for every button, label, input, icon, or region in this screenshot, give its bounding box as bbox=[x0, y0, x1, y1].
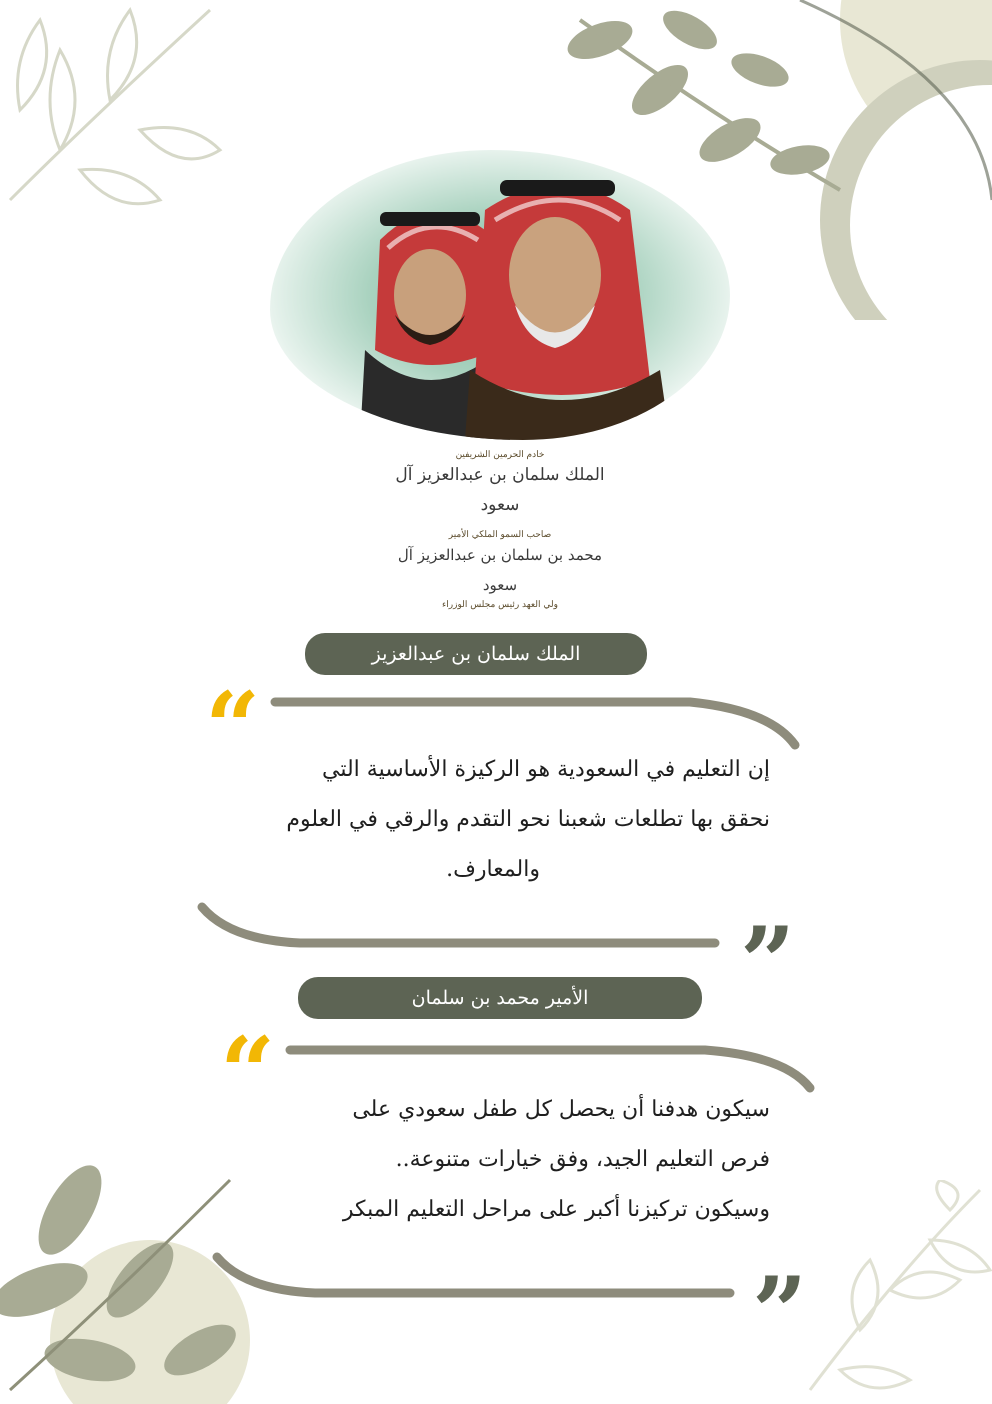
quote-line: والمعارف. bbox=[446, 857, 540, 882]
decor-bottom-right-leaves bbox=[780, 1180, 992, 1404]
open-quote-icon: “ bbox=[205, 671, 261, 784]
quote-line: نحقق بها تطلعات شعبنا نحو التقدم والرقي في العلوم bbox=[286, 807, 770, 832]
quote-text-crown-prince bbox=[230, 1085, 770, 1235]
king-figure bbox=[465, 180, 670, 440]
title-small-1: خادم الحرمين الشريفين bbox=[455, 450, 545, 460]
quote-line: فرص التعليم الجيد، وفق خيارات متنوعة.. bbox=[395, 1147, 770, 1172]
leaders-titles-calligraphy bbox=[380, 450, 620, 610]
quote-line: إن التعليم في السعودية هو الركيزة الأساسية التي bbox=[322, 757, 770, 782]
speaker-badge-king bbox=[305, 633, 647, 675]
close-quote-icon: ” bbox=[740, 906, 796, 1019]
leaders-portrait-image bbox=[270, 150, 730, 440]
title-small-3: ولي العهد رئيس مجلس الوزراء bbox=[442, 600, 558, 610]
quote-text-king bbox=[200, 745, 770, 895]
quote-bottom-line bbox=[205, 1245, 745, 1305]
quote-bottom-line bbox=[190, 895, 730, 955]
speaker-badge-crown-prince bbox=[298, 977, 702, 1019]
speaker-name: الأمير محمد بن سلمان bbox=[411, 987, 589, 1009]
close-quote-icon: ” bbox=[752, 1256, 808, 1369]
decor-top-left-leaves bbox=[0, 0, 230, 220]
speaker-name: الملك سلمان بن عبدالعزيز bbox=[371, 643, 581, 665]
king-name-calligraphy: الملك سلمان بن عبدالعزيز آل سعود bbox=[395, 465, 605, 515]
title-small-2: صاحب السمو الملكي الأمير bbox=[448, 530, 552, 540]
quote-line: سيكون هدفنا أن يحصل كل طفل سعودي على bbox=[352, 1097, 770, 1122]
quote-line: وسيكون تركيزنا أكبر على مراحل التعليم المبكر bbox=[342, 1197, 770, 1222]
crown-prince-name-calligraphy: محمد بن سلمان بن عبدالعزيز آل سعود bbox=[397, 546, 603, 594]
open-quote-icon: “ bbox=[220, 1016, 276, 1129]
